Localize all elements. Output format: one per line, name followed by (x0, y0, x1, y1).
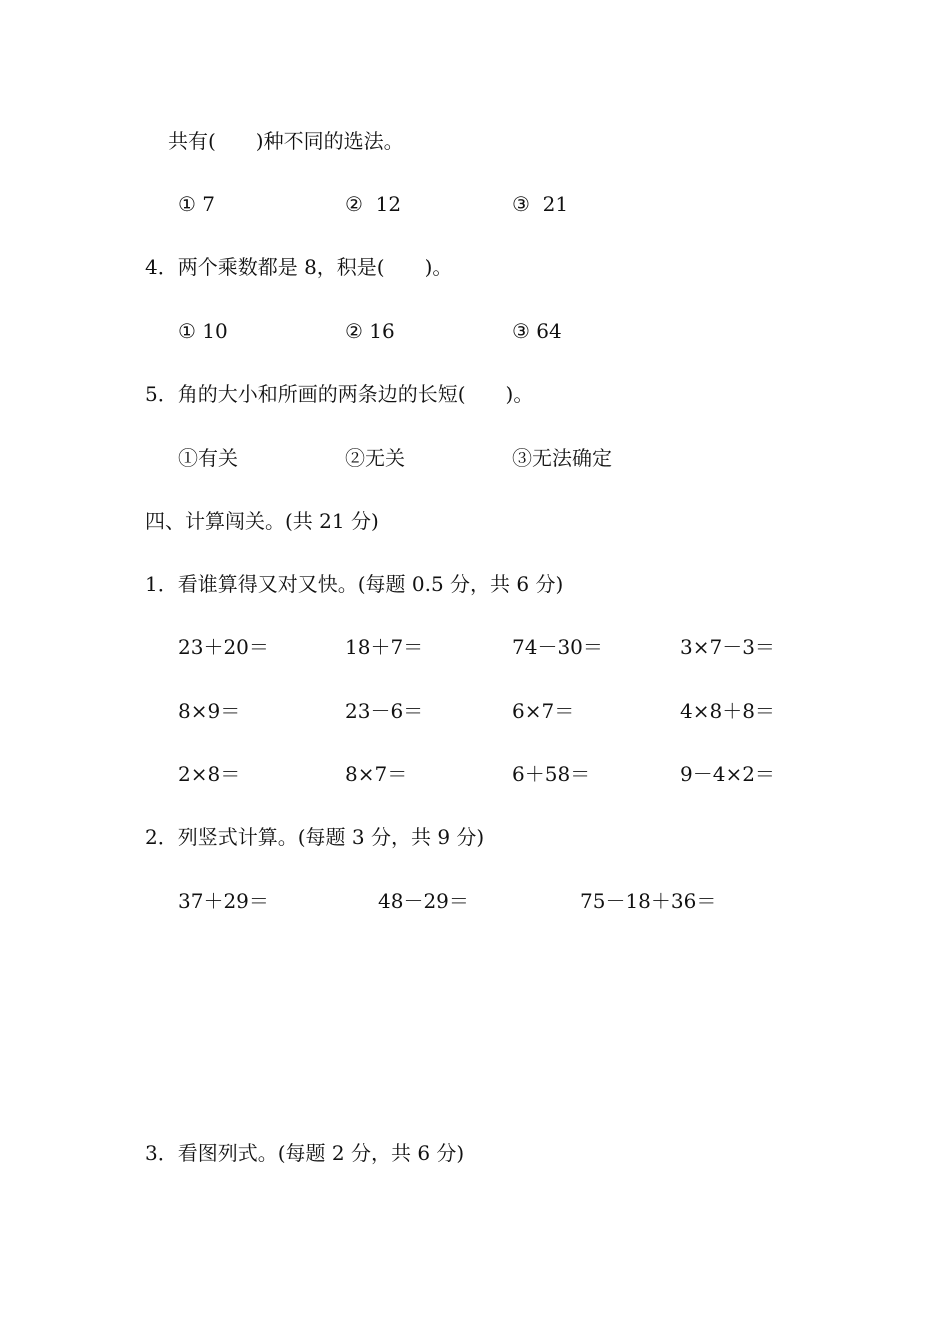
question-4-option-3: ③ 64 (512, 319, 562, 343)
part-2-title: 2．列竖式计算。(每题 3 分，共 9 分) (145, 825, 485, 849)
calc-r3-c1: 2×8＝ (178, 762, 241, 786)
calc-r3-c4: 9－4×2＝ (680, 762, 775, 786)
question-3-option-2: ② 12 (345, 192, 402, 216)
calc-r3-c2: 8×7＝ (345, 762, 408, 786)
part-3-title: 3．看图列式。(每题 2 分，共 6 分) (145, 1141, 465, 1165)
question-4-stem: 4．两个乘数都是 8，积是( )。 (145, 255, 453, 279)
question-3-option-1: ① 7 (178, 192, 216, 216)
calc-r2-c2: 23－6＝ (345, 699, 424, 723)
question-3-option-3: ③ 21 (512, 192, 569, 216)
section-4-heading: 四、计算闯关。(共 21 分) (145, 509, 379, 533)
question-4-option-2: ② 16 (345, 319, 395, 343)
calc-r2-c1: 8×9＝ (178, 699, 241, 723)
question-3-stem-tail: 共有( )种不同的选法。 (168, 129, 404, 153)
question-5-option-3: ③无法确定 (512, 446, 612, 470)
calc-r1-c1: 23＋20＝ (178, 635, 269, 659)
question-5-stem: 5．角的大小和所画的两条边的长短( )。 (145, 382, 534, 406)
vertical-calc-1: 37＋29＝ (178, 889, 269, 913)
calc-r1-c4: 3×7－3＝ (680, 635, 775, 659)
calc-r2-c3: 6×7＝ (512, 699, 575, 723)
calc-r1-c3: 74－30＝ (512, 635, 603, 659)
vertical-calc-3: 75－18＋36＝ (580, 889, 717, 913)
question-4-option-1: ① 10 (178, 319, 228, 343)
calc-r1-c2: 18＋7＝ (345, 635, 424, 659)
vertical-calc-2: 48－29＝ (378, 889, 469, 913)
calc-r3-c3: 6＋58＝ (512, 762, 591, 786)
question-5-option-2: ②无关 (345, 446, 405, 470)
question-5-option-1: ①有关 (178, 446, 238, 470)
part-1-title: 1．看谁算得又对又快。(每题 0.5 分，共 6 分) (145, 572, 564, 596)
calc-r2-c4: 4×8＋8＝ (680, 699, 775, 723)
